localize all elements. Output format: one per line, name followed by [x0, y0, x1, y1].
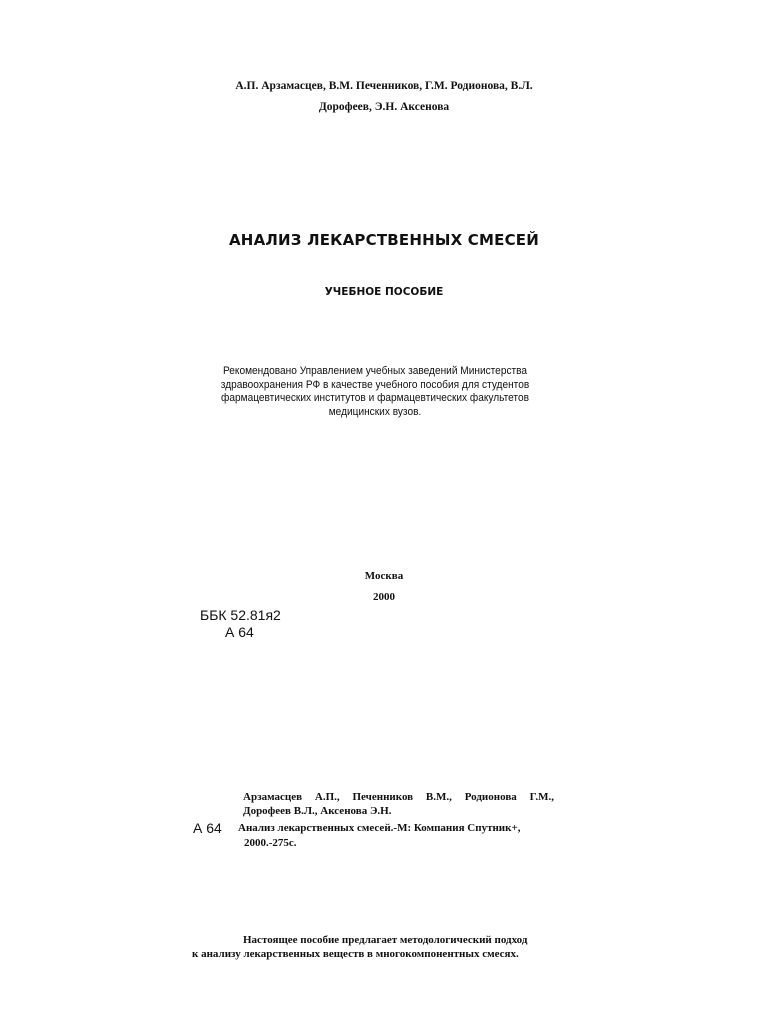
reference-description-line-2: 2000.-275с. [244, 837, 297, 849]
reference-authors-line-1: Арзамасцев А.П., Печенников В.М., Родионова Г.М., [243, 791, 554, 803]
publication-city: Москва [364, 570, 404, 582]
abstract-line-2: к анализу лекарственных веществ в многокомпонентных смесях. [192, 948, 519, 960]
authors-line-2: Дорофеев, Э.Н. Аксенова [318, 101, 450, 113]
recommendation-line-4: медицинских вузов. [328, 405, 422, 418]
bbk-code: ББК 52.81я2 [200, 607, 281, 623]
reference-description [238, 821, 538, 851]
authors-block [0, 76, 768, 118]
publication-year: 2000 [373, 591, 395, 603]
abstract-line-1: Настоящее пособие предлагает методологический подход [243, 934, 528, 946]
recommendation-line-2: здравоохранения РФ в качестве учебного пособия для студентов [220, 378, 530, 391]
authors-line-1: А.П. Арзамасцев, В.М. Печенников, Г.М. Родионова, В.Л. [235, 80, 533, 92]
recommendation-text [214, 365, 536, 419]
recommendation-line-1: Рекомендовано Управлением учебных заведений Министерства [222, 365, 528, 377]
book-subtitle: УЧЕБНОЕ ПОСОБИЕ [324, 286, 444, 298]
reference-description-line-1: Анализ лекарственных смесей.-М: Компания Спутник+, [238, 822, 521, 834]
book-title: АНАЛИЗ ЛЕКАРСТВЕННЫХ СМЕСЕЙ [229, 231, 539, 249]
bbk-classification [200, 607, 281, 641]
reference-authors-line-2: Дорофеев В.Л., Аксенова Э.Н. [243, 805, 392, 817]
recommendation-line-3: фармацевтических институтов и фармацевтических факультетов [221, 392, 529, 404]
reference-index: А 64 [193, 820, 222, 836]
author-mark: А 64 [225, 624, 254, 640]
abstract-text [188, 933, 558, 961]
